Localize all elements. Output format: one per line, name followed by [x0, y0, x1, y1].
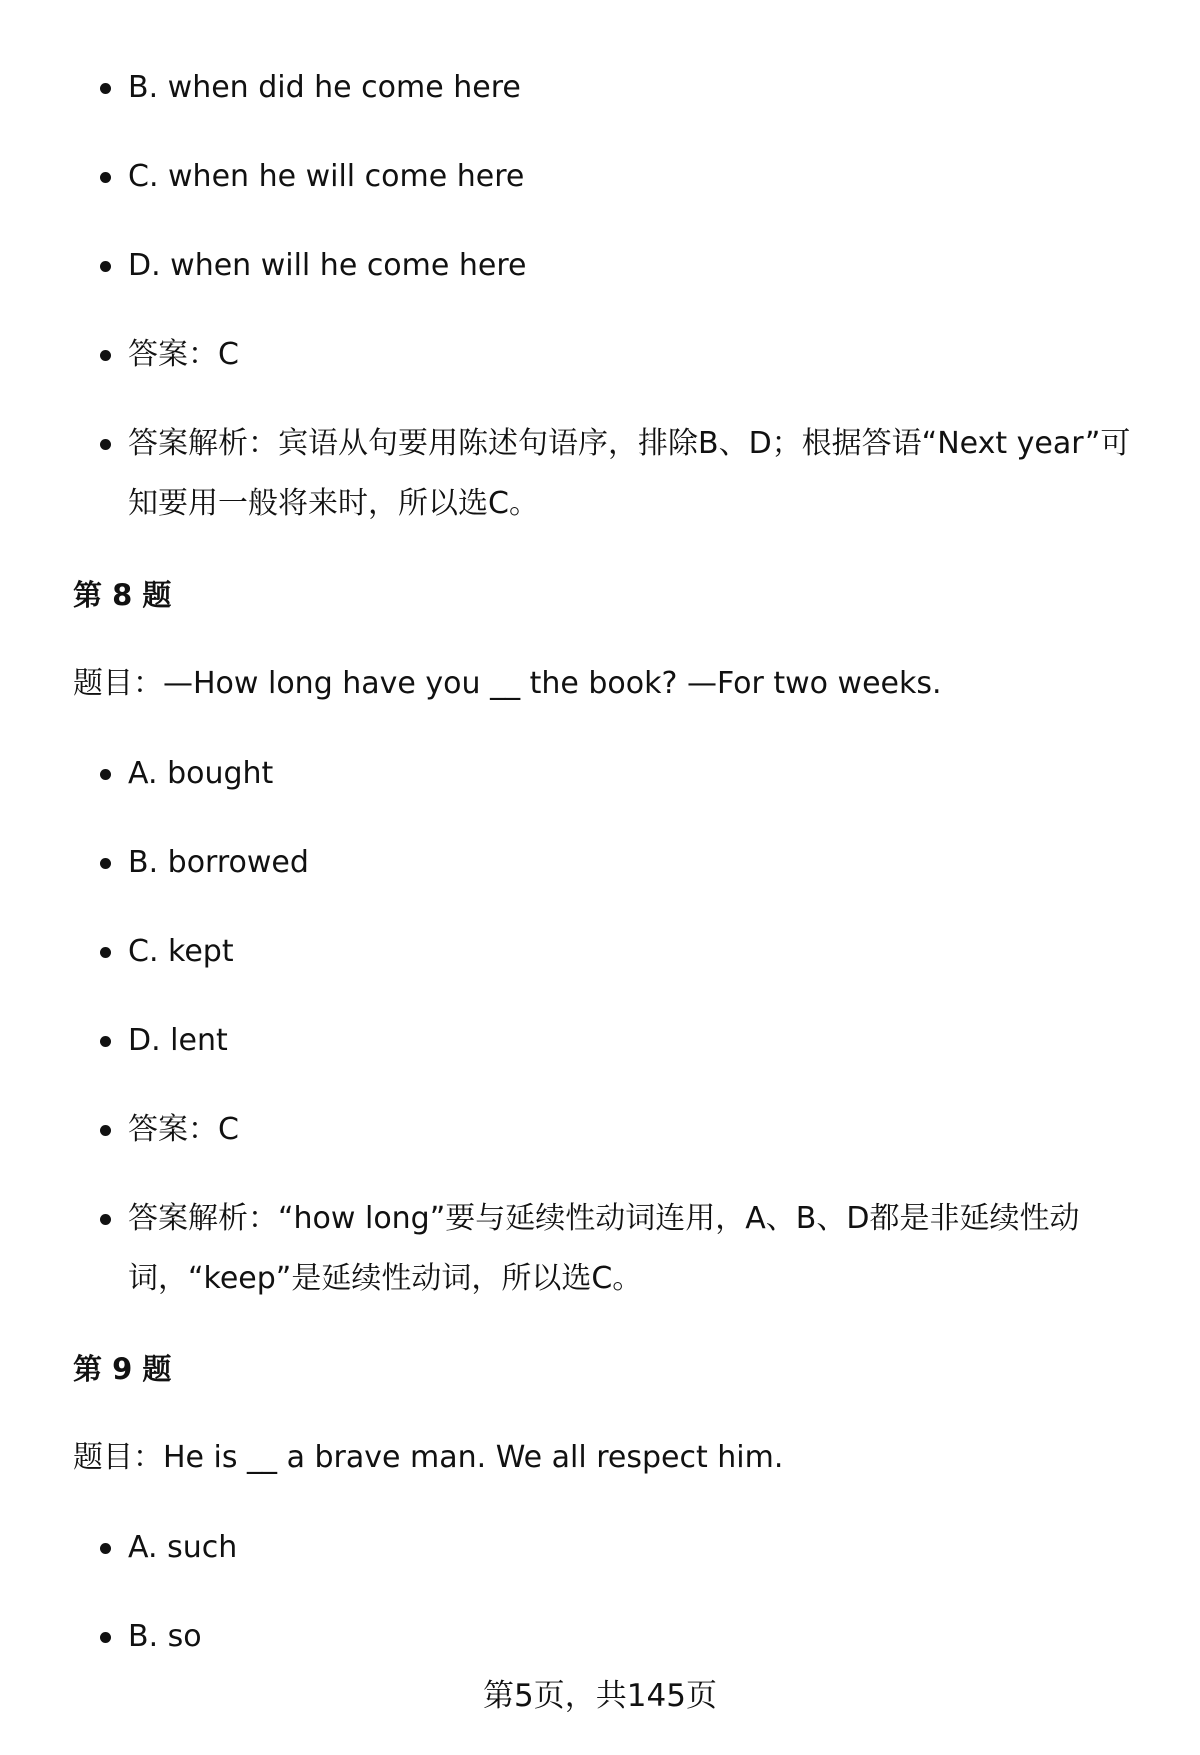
option-item: B. so: [128, 1607, 1148, 1667]
question-text: 题目：—How long have you __ the book? —For two weeks.: [73, 666, 942, 701]
answer-item: 答案：C: [128, 325, 1148, 385]
answer-item: 答案：C: [128, 1100, 1148, 1160]
option-item: B. when did he come here: [128, 58, 1148, 118]
question-text: 题目：He is __ a brave man. We all respect him.: [73, 1440, 784, 1475]
explanation-item: 答案解析：宾语从句要用陈述句语序，排除B、D；根据答语“Next year”可知要用一般将来时，所以选C。: [128, 414, 1148, 534]
question-heading: 第 9 题: [73, 1352, 172, 1386]
option-item: C. when he will come here: [128, 147, 1148, 207]
option-item: C. kept: [128, 922, 1148, 982]
explanation-item: 答案解析：“how long”要与延续性动词连用，A、B、D都是非延续性动词，“keep”是延续性动词，所以选C。: [128, 1189, 1148, 1309]
option-item: B. borrowed: [128, 833, 1148, 893]
question-heading: 第 8 题: [73, 578, 172, 612]
option-item: A. such: [128, 1518, 1148, 1578]
page-number-footer: 第5页，共145页: [483, 1678, 717, 1714]
option-item: D. when will he come here: [128, 236, 1148, 296]
option-item: D. lent: [128, 1011, 1148, 1071]
option-item: A. bought: [128, 744, 1148, 804]
